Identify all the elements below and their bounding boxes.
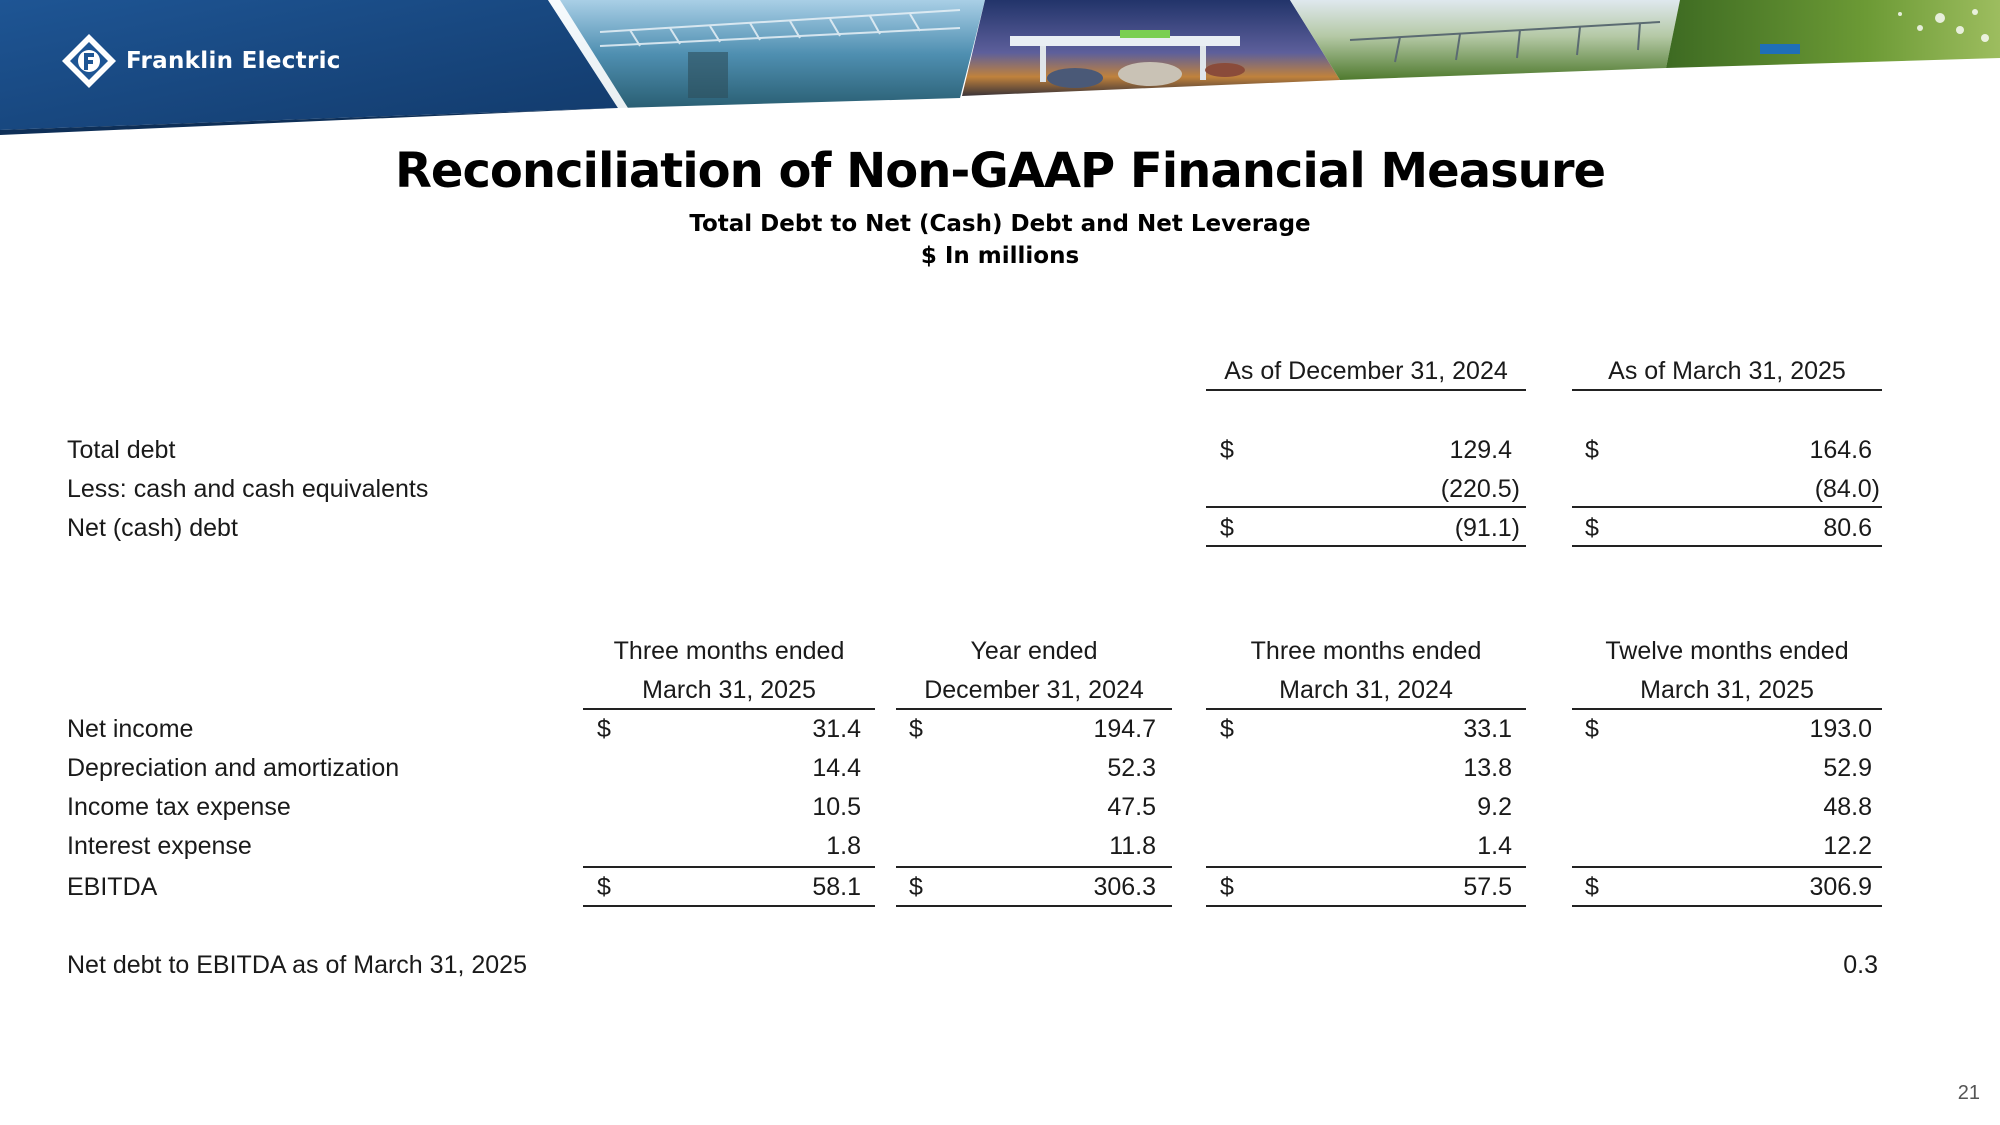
row-label: Income tax expense xyxy=(67,793,291,821)
row-label: EBITDA xyxy=(67,873,158,901)
currency-symbol: $ xyxy=(1585,514,1599,542)
header-banner xyxy=(0,0,2000,135)
subtotal-rule xyxy=(896,866,1172,868)
currency-symbol: $ xyxy=(909,715,923,743)
subtotal-rule xyxy=(1206,866,1526,868)
currency-symbol: $ xyxy=(1585,715,1599,743)
currency-symbol: $ xyxy=(597,715,611,743)
value-cell: 164.6 xyxy=(1809,436,1872,464)
units-note: $ In millions xyxy=(920,243,1080,269)
header-underline xyxy=(896,708,1172,710)
subtotal-rule xyxy=(1572,866,1882,868)
row-label: Depreciation and amortization xyxy=(67,754,400,782)
value-cell: 48.8 xyxy=(1823,793,1872,821)
value-cell: 11.8 xyxy=(1109,832,1156,860)
value-cell: (220.5) xyxy=(1440,475,1520,503)
value-cell: 193.0 xyxy=(1809,715,1872,743)
subtotal-rule xyxy=(1572,506,1882,508)
value-cell: 306.9 xyxy=(1809,873,1872,901)
currency-symbol: $ xyxy=(1220,514,1234,542)
total-rule xyxy=(1572,905,1882,907)
row-label: Net income xyxy=(67,715,194,743)
currency-symbol: $ xyxy=(1220,436,1234,464)
row-label: Less: cash and cash equivalents xyxy=(67,475,429,503)
column-header-line2: March 31, 2024 xyxy=(1279,676,1453,704)
total-rule xyxy=(583,905,875,907)
row-label: Net (cash) debt xyxy=(67,514,238,542)
value-cell: 33.1 xyxy=(1463,715,1512,743)
page-subtitle: Total Debt to Net (Cash) Debt and Net Leverage xyxy=(689,211,1311,237)
total-rule xyxy=(1572,545,1882,547)
value-cell: 9.2 xyxy=(1477,793,1512,821)
total-rule xyxy=(1206,905,1526,907)
currency-symbol: $ xyxy=(909,873,923,901)
column-header-line1: Three months ended xyxy=(1250,637,1482,665)
row-label: Interest expense xyxy=(67,832,252,860)
column-header-line2: December 31, 2024 xyxy=(924,676,1144,704)
value-cell: 80.6 xyxy=(1823,514,1872,542)
header-underline xyxy=(1206,389,1526,391)
value-cell: 1.4 xyxy=(1477,832,1512,860)
total-rule xyxy=(1206,545,1526,547)
value-cell: 57.5 xyxy=(1463,873,1512,901)
header-underline xyxy=(583,708,875,710)
column-header-line2: March 31, 2025 xyxy=(1640,676,1814,704)
page-number: 21 xyxy=(1957,1082,1980,1104)
franklin-electric-diamond-logo-icon xyxy=(60,32,118,90)
value-cell: 47.5 xyxy=(1107,793,1156,821)
column-header-line1: Twelve months ended xyxy=(1605,637,1849,665)
column-header-line2: March 31, 2025 xyxy=(642,676,816,704)
value-cell: 13.8 xyxy=(1463,754,1512,782)
currency-symbol: $ xyxy=(597,873,611,901)
currency-symbol: $ xyxy=(1585,436,1599,464)
subtotal-rule xyxy=(583,866,875,868)
column-header-line1: Year ended xyxy=(970,637,1098,665)
total-rule xyxy=(896,905,1172,907)
value-cell: 31.4 xyxy=(812,715,861,743)
value-cell: (84.0) xyxy=(1814,475,1880,503)
value-cell: 194.7 xyxy=(1093,715,1156,743)
value-cell: 52.3 xyxy=(1107,754,1156,782)
brand-name: Franklin Electric xyxy=(126,48,341,74)
row-label: Net debt to EBITDA as of March 31, 2025 xyxy=(67,951,527,979)
photo-irrigation xyxy=(1290,0,1680,80)
currency-symbol: $ xyxy=(1585,873,1599,901)
value-cell: 10.5 xyxy=(812,793,861,821)
currency-symbol: $ xyxy=(1220,715,1234,743)
brand-logo[interactable] xyxy=(60,30,341,92)
value-cell: 58.1 xyxy=(812,873,861,901)
header-underline xyxy=(1206,708,1526,710)
subtotal-rule xyxy=(1206,506,1526,508)
value-cell: 1.8 xyxy=(826,832,861,860)
header-underline xyxy=(1572,708,1882,710)
value-cell: 14.4 xyxy=(812,754,861,782)
value-cell: (91.1) xyxy=(1454,514,1520,542)
column-header-line1: Three months ended xyxy=(613,637,845,665)
column-header: As of March 31, 2025 xyxy=(1608,357,1846,385)
header-underline xyxy=(1572,389,1882,391)
row-label: Total debt xyxy=(67,436,176,464)
value-cell: 52.9 xyxy=(1823,754,1872,782)
value-cell: 12.2 xyxy=(1823,832,1872,860)
column-header: As of December 31, 2024 xyxy=(1224,357,1508,385)
currency-symbol: $ xyxy=(1220,873,1234,901)
photo-sprinkler xyxy=(1666,0,2000,68)
page-title: Reconciliation of Non-GAAP Financial Measure xyxy=(394,143,1606,199)
value-cell: 306.3 xyxy=(1093,873,1156,901)
net-leverage-value: 0.3 xyxy=(1843,951,1878,979)
value-cell: 129.4 xyxy=(1449,436,1512,464)
